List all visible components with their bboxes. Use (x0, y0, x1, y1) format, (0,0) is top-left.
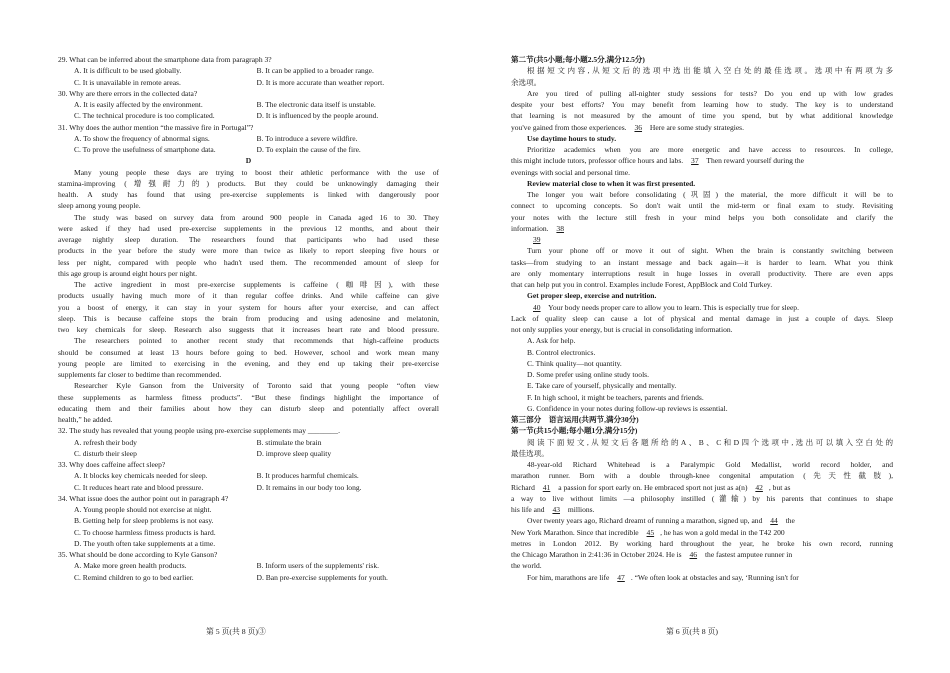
passage-line: products in the year before the study were more than twice as likely to report sleeping five hours or (58, 246, 439, 256)
passage-line: Are you tired of pulling all-nighter study sessions for tests? Do you end up with low grades (527, 88, 893, 98)
section-2-instruction (511, 65, 893, 88)
passage-paragraph (511, 313, 893, 336)
passage-line: you a boost of energy, it can stay in your system for hours after your exercise, and can affect (58, 302, 439, 312)
part-3-instruction (511, 437, 893, 460)
option-c: C. The technical procedure is too complicated. (74, 111, 215, 121)
option-a: A. To show the frequency of abnormal signs. (74, 133, 210, 143)
strategy-heading: Get proper sleep, exercise and nutrition. (527, 291, 657, 301)
passage-line: were asked if they had used pre-exercise supplements in the previous 12 months, and about their (58, 223, 439, 233)
passage-line: health. A study has found that using pre-exercise supplements is linked with dangerously poor (58, 190, 439, 199)
passage-line: The study was based on survey data from around 900 people in Canada aged 16 to 30. They (74, 212, 439, 222)
option-b: B. To introduce a severe wildfire. (256, 133, 358, 143)
left-column (58, 54, 439, 583)
answer-option: D. Some prefer using online study tools. (527, 370, 649, 379)
passage-line: are only momentary interruptions result in huge losses in overall productivity. There are even apps (511, 268, 893, 278)
passage-line: stamina-improving (增强耐力的) products. But they could be unknowingly damaging their (58, 178, 439, 188)
blank-45: 45 (646, 527, 655, 537)
passage-line: 40 Your body needs proper care to allow you to learn. This is especially true for sleep. (511, 302, 893, 313)
question-31 (58, 122, 439, 156)
passage-line (511, 234, 893, 245)
passage-line: Prioritize academics when you are more energetic and have access to resources. In college, (527, 145, 893, 154)
passage-line: sleep among young people. (58, 201, 141, 211)
cloze-passage: 48-year-old Richard Whitehead is a Paralympic Gold Medallist, world record holder, and marathon runner. Born with a double through-knee congenital amputation (先天性截肢), Richard 41 a passion for sport early on. He embraced sport not just as a(n) 42 , but as a way to live without limits —a philosophy instilled (灌输) by his parents that continues to shape his life and 43 millions. Over twenty years ago, Richard dreamt of running a marathon, signed up, and 44 the New York Marathon. Since that incredible 45 , he has won a gold medal in the T42 200 metres in London 2012. By working hard throughout the year, he broke his own record, running the Chicago Marathon in 2:41:36 in October 2024. He is 46 the fastest amputee runner in the world. For him, marathons are life 47 . “We often look at obstacles and say, ‘Running isn't for (511, 460, 893, 582)
question-33 (58, 459, 439, 493)
passage-line: this age group is around eight hours per night. (58, 268, 197, 278)
answer-option: F. In high school, it might be teachers, parents and friends. (527, 392, 704, 402)
passage-line: Many young people these days are trying to boost their athletic performance with the use of (74, 167, 439, 177)
question-30 (58, 88, 439, 122)
option-b: B. Inform users of the supplements' risk. (256, 561, 380, 571)
passage-line: products usually having much more of it than regular coffee drinks. And while caffeine can give (58, 291, 439, 301)
passage-line: average nightly sleep duration. The researchers found that participants who had used these (58, 235, 439, 244)
option-a: A. It blocks key chemicals needed for sleep. (74, 471, 208, 481)
option-b: B. stimulate the brain (256, 437, 322, 447)
answer-option: A. Ask for help. (527, 336, 576, 346)
passage-line: should be consumed at least 13 hours before going to bed. However, school and work mean many (58, 347, 439, 357)
question-stem: 33. Why does caffeine affect sleep? (58, 460, 166, 469)
option-c: C. It reduces heart rate and blood pressure. (74, 482, 204, 492)
passage-line: The researchers pointed to another recent study that recommends that high-caffeine products (74, 336, 439, 346)
passage-line: 余选项。 (511, 77, 542, 87)
question-29 (58, 54, 439, 88)
passage-line: connect to upcoming concepts. So don't wait until the mid-term or final exam to study. Revisiting (511, 201, 893, 211)
part-3-section-1-header: 第一节(共15小题;每小题1分,满分15分) (511, 426, 638, 436)
passage-line: information. 38 (511, 223, 893, 234)
option-d: D. It remains in our body too long. (256, 482, 362, 492)
passage-line: The active ingredient in most pre-exercise supplements is caffeine (咖啡因), with these (74, 280, 439, 289)
right-column (511, 54, 893, 583)
question-stem: 35. What should be done according to Kyle Ganson? (58, 550, 218, 559)
passage-line: Researcher Kyle Ganson from the University of Toronto said that young people “often view (74, 381, 439, 391)
blank-43: 43 (552, 505, 560, 514)
passage-line: The longer you wait before consolidating (巩固) the material, the more difficult it will be to (527, 190, 893, 199)
option-b: B. It can be applied to a broader range. (256, 66, 374, 76)
blank-37: 37 (691, 156, 699, 166)
option-a: A. Make more green health products. (74, 561, 187, 571)
passage-line: health,” he added. (58, 415, 113, 424)
section-2-options (511, 335, 893, 414)
option-a: A. It is easily affected by the environment. (74, 100, 203, 109)
passage-line: less per night, compared with people who hadn't used them. The recommended amount of sleep for (58, 257, 439, 267)
passage-line: 阅读下面短文,从短文后各题所给的A、B、C和D四个选项中,选出可以填入空白处的 (527, 437, 893, 447)
option-b: B. The electronic data itself is unstable. (256, 100, 376, 109)
passage-paragraph (511, 88, 893, 122)
answer-option: C. Think quality—not quantity. (527, 358, 622, 368)
passage-line: evenings with social and personal time. (511, 167, 631, 177)
passage-paragraph (511, 245, 893, 290)
strategy-heading: Use daytime hours to study. (527, 133, 617, 143)
option-b: B. Getting help for sleep problems is not easy. (74, 516, 214, 526)
question-stem: 34. What issue does the author point out in paragraph 4? (58, 493, 229, 503)
question-stem: 29. What can be inferred about the smartphone data from paragraph 3? (58, 55, 272, 64)
blank-42: 42 (755, 482, 763, 492)
blank-44: 44 (770, 516, 778, 526)
question-stem: 32. The study has revealed that young people using pre-exercise supplements may ________. (58, 426, 340, 436)
option-c: C. To choose harmless fitness products is hard. (74, 527, 216, 537)
option-a: A. It is difficult to be used globally. (74, 66, 182, 76)
blank-46: 46 (689, 550, 698, 559)
option-a: A. Young people should not exercise at night. (74, 505, 212, 514)
answer-option: G. Confidence in your notes during follow-up reviews is essential. (527, 403, 728, 413)
section-2-header: 第二节(共5小题;每小题2.5分,满分12.5分) (511, 55, 645, 64)
blank-36: 36 (634, 122, 643, 132)
passage-line: educating them and their families about how they can disturb sleep and potentially affect overall (58, 403, 439, 413)
passage-line: this might include tutors, professor office hours and labs. 37 Then reward yourself during the (511, 156, 805, 166)
question-stem: 30. Why are there errors in the collected data? (58, 88, 198, 98)
passage-line: supplements far closer to bedtime than recommended. (58, 370, 222, 379)
passage-line: Turn your phone off or move it out of sight. When the brain is constantly switching between (527, 246, 893, 256)
answer-option: B. Control electronics. (527, 347, 596, 357)
blank-41: 41 (542, 482, 551, 492)
option-c: C. To prove the usefulness of smartphone data. (74, 145, 216, 154)
passage-line: despite your best efforts? You may benefit from learning how to study. The key is to understand (511, 100, 893, 109)
question-34 (58, 493, 439, 549)
passage-line: that learning is not measured by the amount of time you spend, but by what additional knowledge (511, 111, 893, 121)
question-stem: 31. Why does the author mention “the massive fire in Portugal”? (58, 122, 254, 132)
passage-line: not only supplies your energy, but is crucial in consolidating information. (511, 325, 733, 334)
option-b: B. It produces harmful chemicals. (256, 471, 359, 481)
answer-option: E. Take care of yourself, physically and mentally. (527, 381, 677, 391)
passage-line: young people are limited to exercising in the evening, and they end up taking their pre-exercise (58, 358, 439, 368)
passage-line: two key chemicals for sleep. Research also suggests that it increases heart rate and blood pressure. (58, 325, 439, 334)
strategy-heading: Review material close to when it was first presented. (527, 178, 696, 188)
option-a: A. refresh their body (74, 437, 137, 447)
passage-line: sleep. This is because caffeine stops the brain from producing and using adenosine and melatonin, (58, 313, 439, 323)
option-d: D. The youth often take supplements at a time. (74, 538, 216, 548)
part-3-header: 第三部分 语言运用(共两节,满分30分) (511, 415, 639, 424)
passage-line: you've gained from those experiences. 36 Here are some study strategies. (511, 122, 744, 132)
page-number-left: 第 5 页(共 8 页)③ (206, 627, 266, 636)
passage-line: your notes with the lecture still fresh in your mind helps you both consolidate and clarify the (511, 212, 893, 222)
passage-line: that can help put you in control. Examples include Forest, AppBlock and Cold Turkey. (511, 280, 773, 289)
option-d: D. To explain the cause of the fire. (256, 145, 361, 154)
page-number-right: 第 6 页(共 8 页) (666, 627, 718, 636)
question-32 (58, 425, 439, 459)
option-d: D. It is more accurate than weather report. (256, 77, 385, 87)
passage-paragraph (511, 144, 893, 155)
option-d: D. improve sleep quality (256, 448, 332, 458)
passage-paragraph (511, 189, 893, 223)
option-d: D. It is influenced by the people around. (256, 111, 379, 121)
option-d: D. Ban pre-exercise supplements for youth. (256, 572, 388, 582)
passage-line: tasks—from studying to an instant message and back again—it is harder to learn. What you think (511, 257, 893, 267)
option-c: C. Remind children to go to bed earlier. (74, 572, 194, 582)
passage-line: Lack of quality sleep can cause a lot of physical and mental damage in just a couple of days. Sleep (511, 313, 893, 323)
blank-47: 47 (617, 572, 625, 582)
blank-40: 40 (533, 302, 541, 312)
passage-line: 根据短文内容,从短文后的选项中选出能填入空白处的最佳选项。选项中有两项为多 (527, 66, 893, 76)
blank-39: 39 (533, 235, 541, 244)
question-35 (58, 549, 439, 583)
passage-line: these supplements as harmless fitness products”. “But these findings highlight the importance of (58, 392, 439, 402)
passage-d (58, 167, 439, 426)
option-c: C. disturb their sleep (74, 448, 137, 458)
option-c: C. It is unavailable in remote areas. (74, 77, 181, 87)
blank-38: 38 (556, 223, 564, 233)
passage-line: 最佳选项。 (511, 448, 549, 458)
section-d-label: D (245, 156, 252, 166)
